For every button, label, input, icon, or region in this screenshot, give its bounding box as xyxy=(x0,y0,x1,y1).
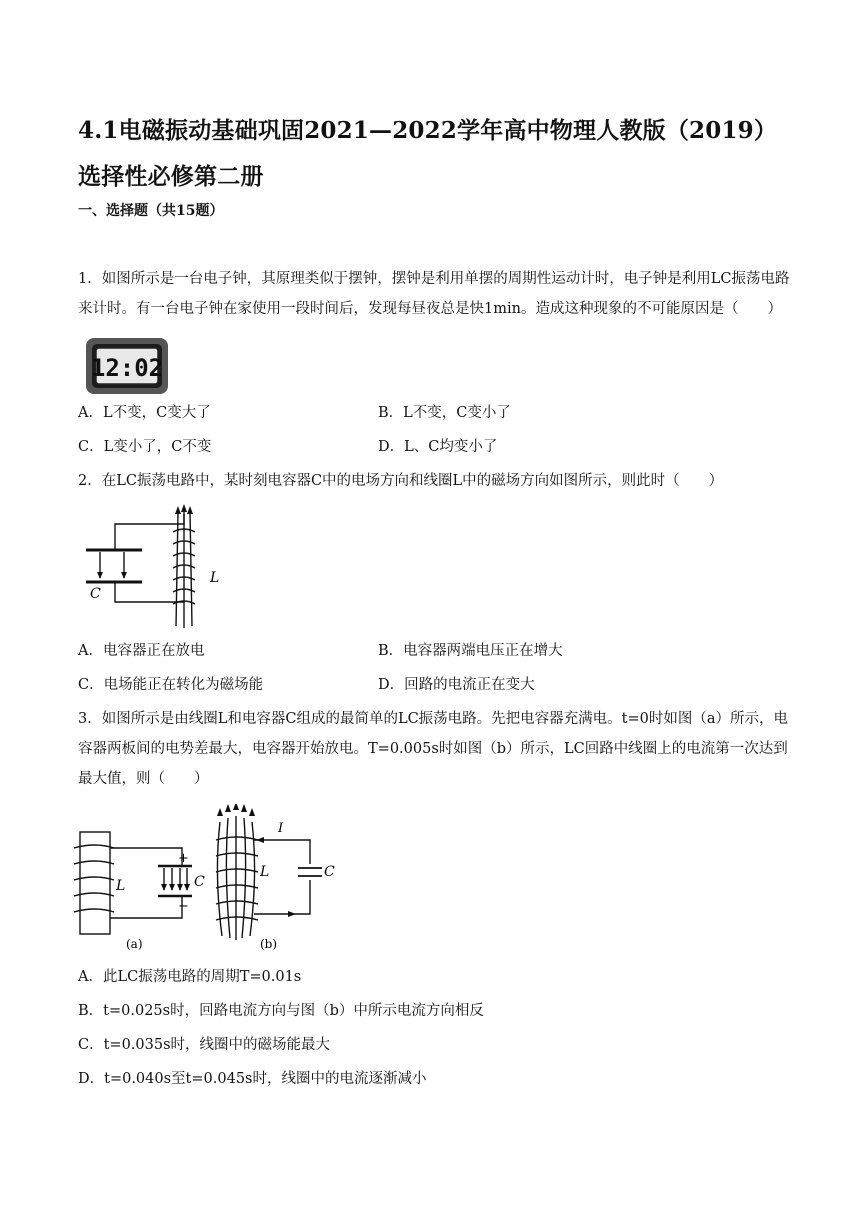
q1-option-a[interactable]: A．L不变，C变大了 xyxy=(78,405,211,421)
inductor-label-b: L xyxy=(260,864,270,880)
question-1-text: 1．如图所示是一台电子钟，其原理类似于摆钟，摆钟是利用单摆的周期性运动计时，电子钟是利用LC振荡电路来计时。有一台电子钟在家使用一段时间后，发现每昼夜总是快1min。造成这种现象的不可能原因是（ ） xyxy=(78,271,790,317)
plus-sign: + xyxy=(178,851,189,866)
question-2-text: 2．在LC振荡电路中，某时刻电容器C中的电场方向和线圈L中的磁场方向如图所示，则此时（ ） xyxy=(78,473,724,489)
q3-option-c[interactable]: C．t=0.035s时，线圈中的磁场能最大 xyxy=(78,1037,331,1053)
q1-option-d[interactable]: D．L、C均变小了 xyxy=(378,439,498,455)
capacitor-label-q2: C xyxy=(90,586,101,602)
q2-option-c[interactable]: C．电场能正在转化为磁场能 xyxy=(78,677,264,693)
q1-option-b[interactable]: B．L不变，C变小了 xyxy=(378,405,511,421)
section-heading: 一、选择题（共15题） xyxy=(78,203,224,219)
minus-sign: − xyxy=(178,899,189,914)
q1-option-c[interactable]: C．L变小了，C不变 xyxy=(78,439,212,455)
figure-a-label: (a) xyxy=(126,937,143,951)
lc-circuit-figure-q2 xyxy=(80,502,240,630)
question-3-text: 3．如图所示是由线圈L和电容器C组成的最简单的LC振荡电路。先把电容器充满电。t=0时如图（a）所示，电容器两板间的电势差最大，电容器开始放电。T=0.005s时如图（b）所示，LC回路中线圈上的电流第一次达到最大值，则（ ） xyxy=(78,711,789,787)
q2-option-d[interactable]: D．回路的电流正在变大 xyxy=(378,677,535,693)
q2-option-a[interactable]: A．电容器正在放电 xyxy=(78,643,205,659)
inductor-label-a: L xyxy=(116,878,126,894)
capacitor-label-b: C xyxy=(324,864,335,880)
figure-b-label: (b) xyxy=(260,937,278,951)
q3-option-b[interactable]: B．t=0.025s时，回路电流方向与图（b）中所示电流方向相反 xyxy=(78,1003,484,1019)
electronic-clock-figure xyxy=(84,336,170,396)
lc-circuit-figure-q3 xyxy=(74,804,354,952)
page-title: 4.1电磁振动基础巩固2021—2022学年高中物理人教版（2019）选择性必修第二册 xyxy=(78,117,778,190)
clock-display-text: 12:02 xyxy=(90,354,164,382)
q3-option-a[interactable]: A．此LC振荡电路的周期T=0.01s xyxy=(78,969,302,985)
inductor-label-q2: L xyxy=(210,570,220,586)
current-label: I xyxy=(278,821,284,836)
q2-option-b[interactable]: B．电容器两端电压正在增大 xyxy=(378,643,563,659)
q3-option-d[interactable]: D．t=0.040s至t=0.045s时，线圈中的电流逐渐减小 xyxy=(78,1071,427,1087)
capacitor-label-a: C xyxy=(194,874,205,890)
